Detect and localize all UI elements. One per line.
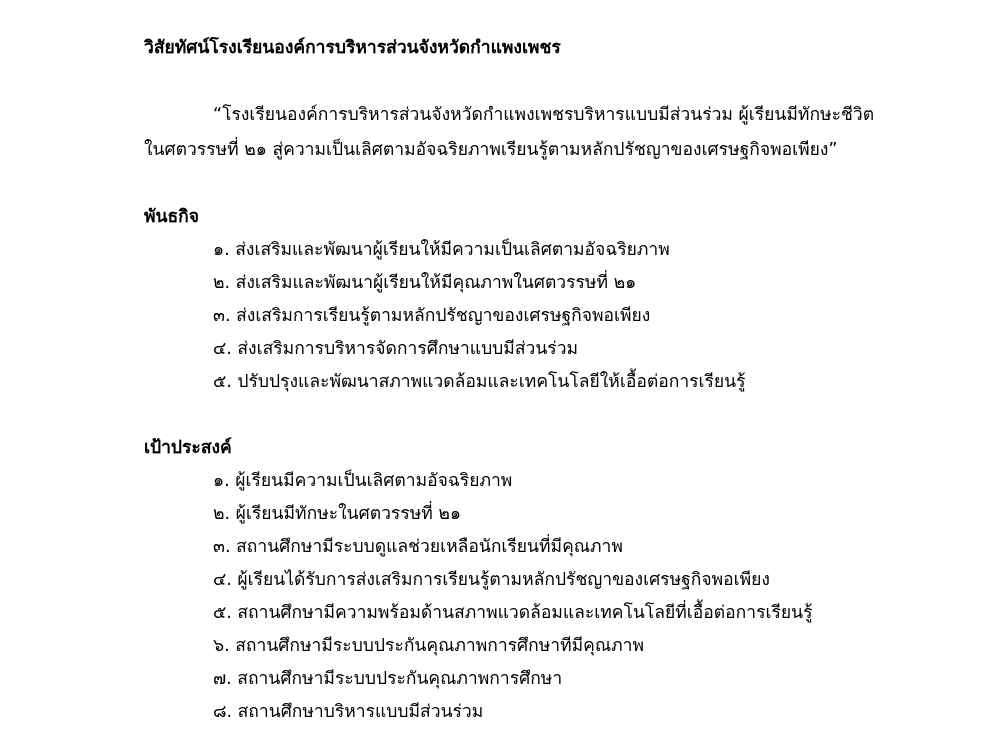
- mission-heading: พันธกิจ: [144, 207, 200, 227]
- goals-heading: เป้าประสงค์: [144, 438, 232, 458]
- goal-item-6: ๖. สถานศึกษามีระบบประกันคุณภาพการศึกษาทีมีคุณภาพ: [213, 636, 645, 656]
- goal-item-8: ๘. สถานศึกษาบริหารแบบมีส่วนร่วม: [213, 702, 484, 722]
- mission-item-5: ๕. ปรับปรุงและพัฒนาสภาพแวดล้อมและเทคโนโลยีให้เอื้อต่อการเรียนรู้: [213, 372, 746, 392]
- vision-heading: วิสัยทัศน์โรงเรียนองค์การบริหารส่วนจังหวัดกำแพงเพชร: [144, 38, 561, 58]
- goal-item-1: ๑. ผู้เรียนมีความเป็นเลิศตามอัจฉริยภาพ: [213, 471, 513, 491]
- mission-item-3: ๓. ส่งเสริมการเรียนรู้ตามหลักปรัชญาของเศรษฐกิจพอเพียง: [213, 306, 651, 326]
- vision-statement-line-1: “โรงเรียนองค์การบริหารส่วนจังหวัดกำแพงเพชรบริหารแบบมีส่วนร่วม ผู้เรียนมีทักษะชีวิต: [213, 105, 875, 125]
- vision-statement-line-2: ในศตวรรษที่ ๒๑ สู่ความเป็นเลิศตามอัจฉริยภาพเรียนรู้ตามหลักปรัชญาของเศรษฐกิจพอเพียง”: [144, 140, 838, 160]
- goal-item-4: ๔. ผู้เรียนได้รับการส่งเสริมการเรียนรู้ตามหลักปรัชญาของเศรษฐกิจพอเพียง: [213, 570, 770, 590]
- goal-item-2: ๒. ผู้เรียนมีทักษะในศตวรรษที่ ๒๑: [213, 504, 461, 524]
- goal-item-3: ๓. สถานศึกษามีระบบดูแลช่วยเหลือนักเรียนที่มีคุณภาพ: [213, 537, 623, 557]
- goal-item-7: ๗. สถานศึกษามีระบบประกันคุณภาพการศึกษา: [213, 669, 563, 689]
- goal-item-5: ๕. สถานศึกษามีความพร้อมด้านสภาพแวดล้อมและเทคโนโลยีที่เอื้อต่อการเรียนรู้: [213, 603, 813, 623]
- mission-item-2: ๒. ส่งเสริมและพัฒนาผู้เรียนให้มีคุณภาพในศตวรรษที่ ๒๑: [213, 273, 637, 293]
- mission-item-4: ๔. ส่งเสริมการบริหารจัดการศึกษาแบบมีส่วนร่วม: [213, 339, 579, 359]
- mission-item-1: ๑. ส่งเสริมและพัฒนาผู้เรียนให้มีความเป็นเลิศตามอัจฉริยภาพ: [213, 240, 670, 260]
